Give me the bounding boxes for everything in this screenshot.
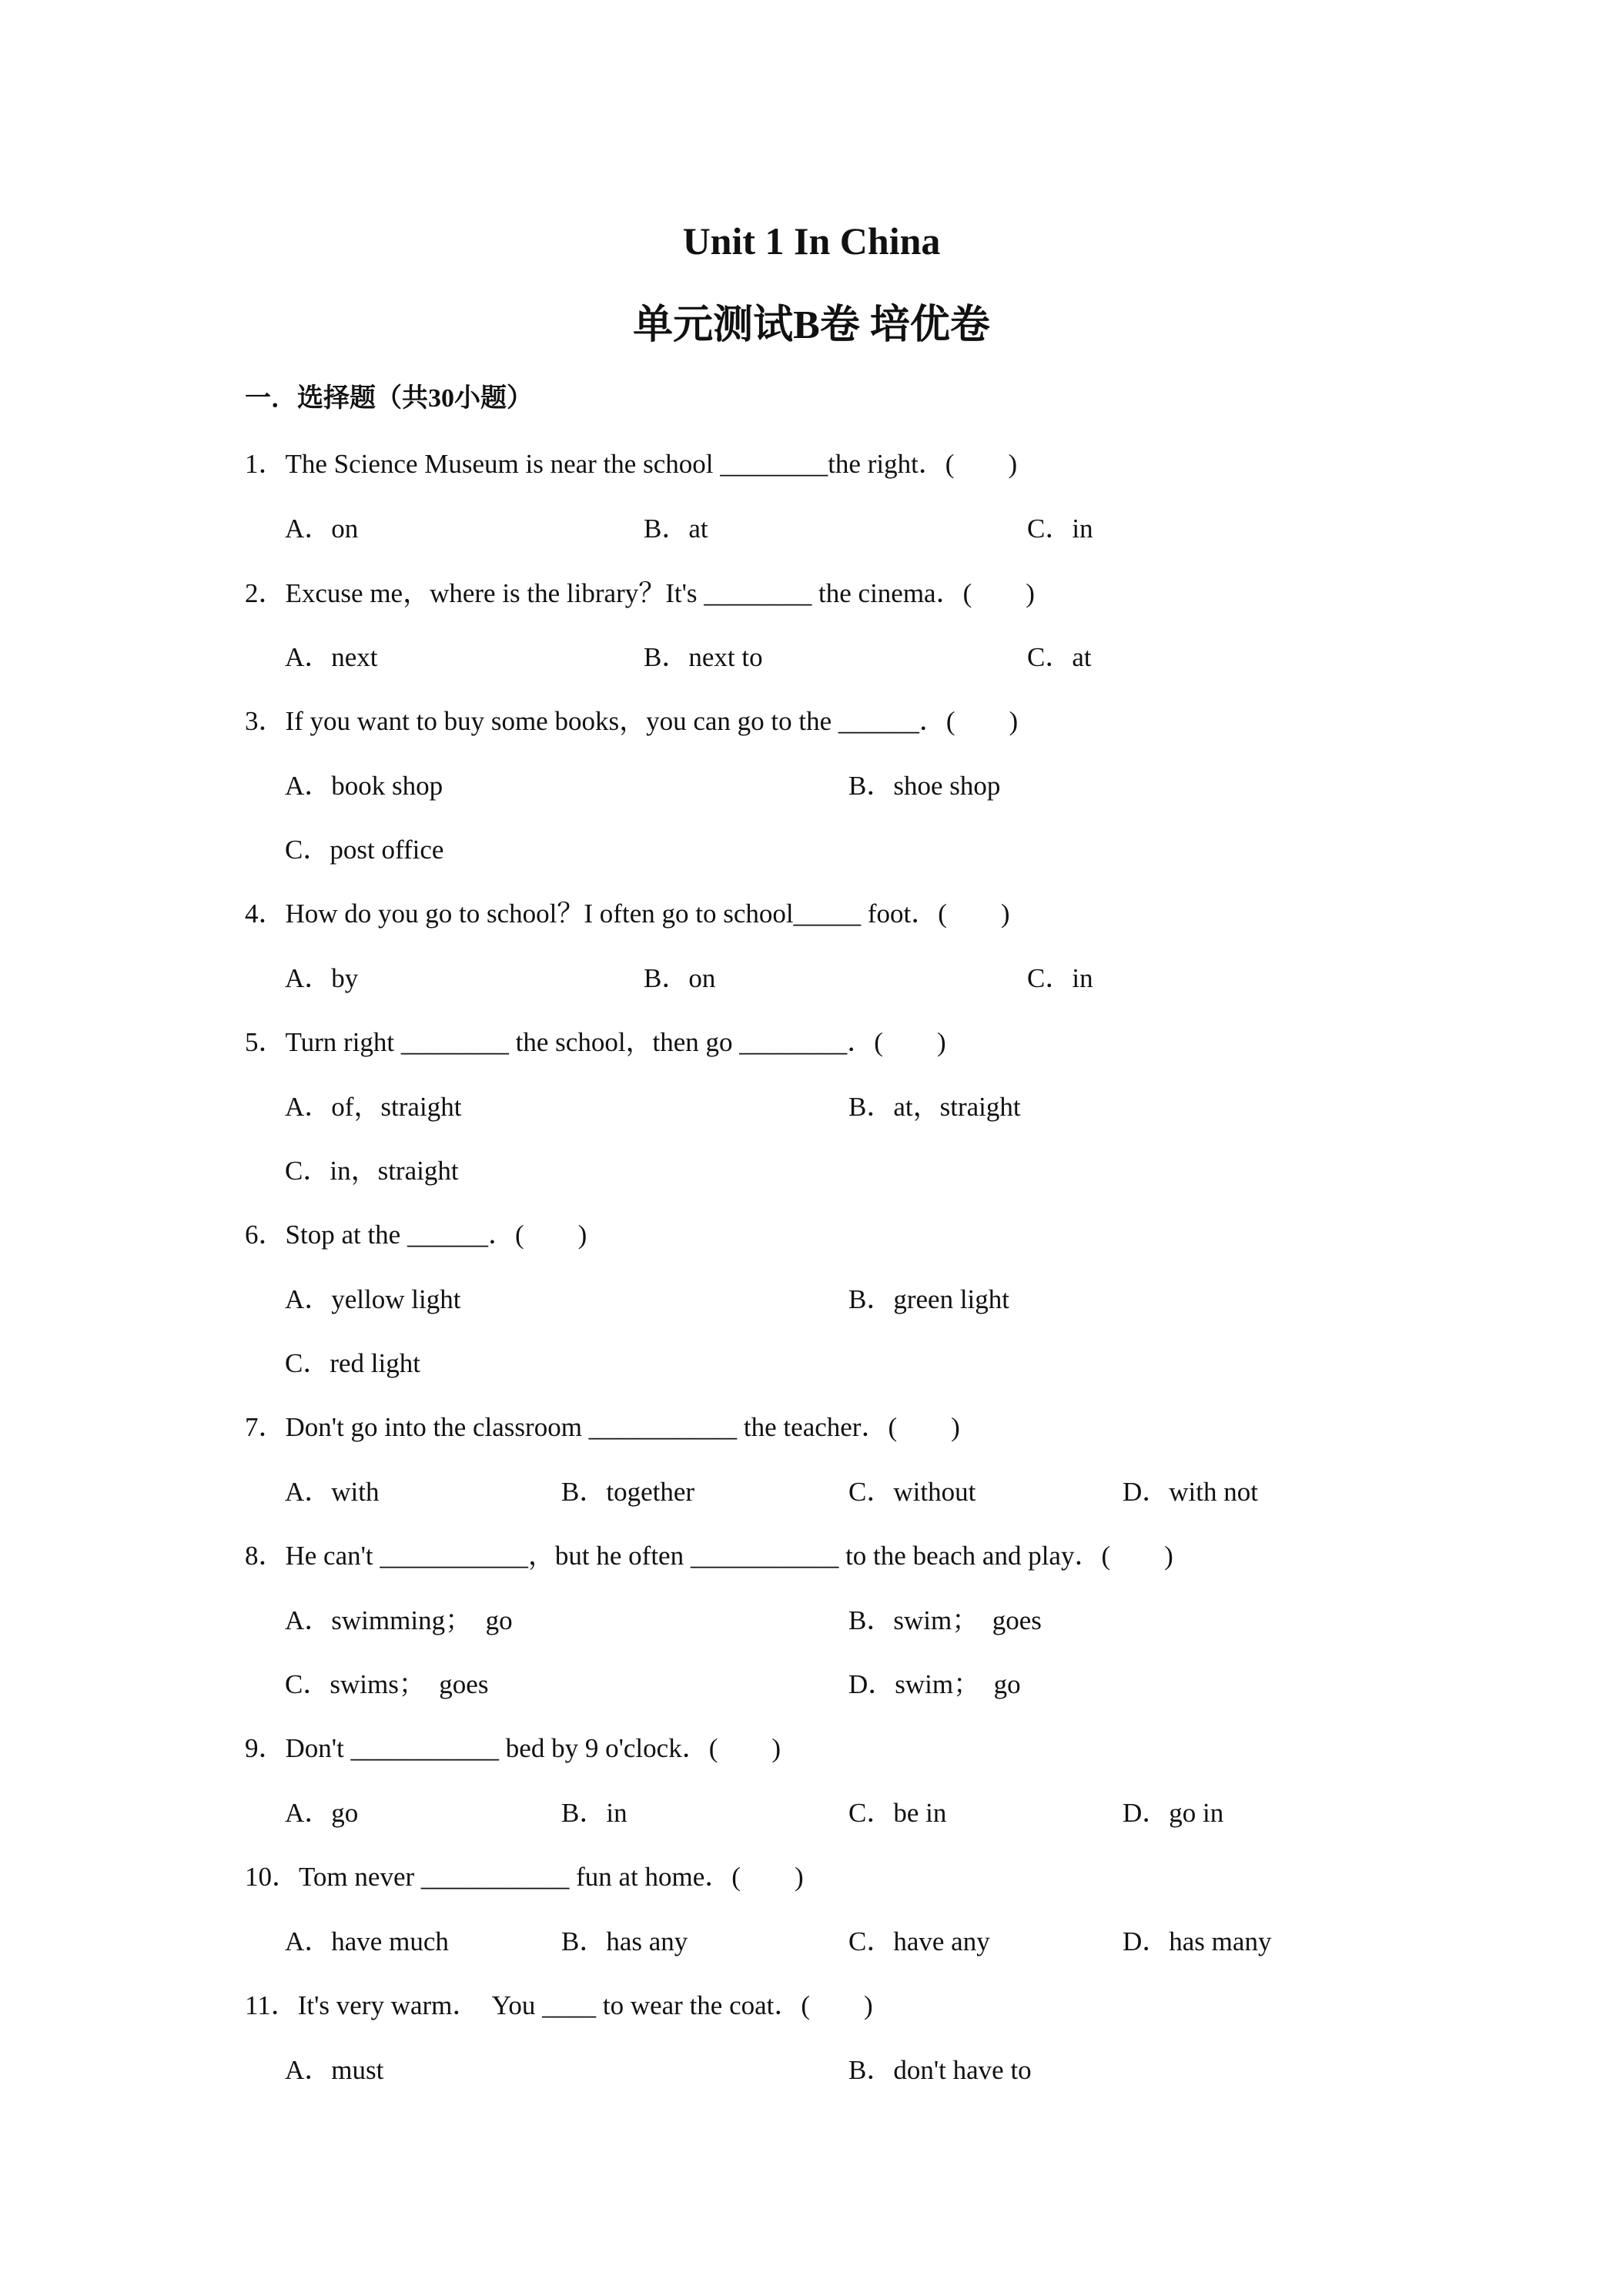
document-subtitle: 单元测试B卷 培优卷 (633, 303, 990, 347)
question-3-option-b: B．shoe shop (848, 771, 1001, 801)
question-5-option-b: B．at，straight (848, 1092, 1021, 1122)
section-heading: 一．选择题（共30小题） (245, 384, 533, 413)
question-1-option-b: B．at (644, 514, 708, 544)
question-2-option-c: C．at (1027, 642, 1092, 672)
question-11-option-b: B．don't have to (848, 2055, 1032, 2085)
question-2-option-b: B．next to (644, 642, 763, 672)
question-7-option-c: C．without (848, 1477, 976, 1507)
question-2-stem: 2．Excuse me，where is the library？It's ________ the cinema．( ) (245, 578, 1035, 608)
question-8-option-a: A．swimming； go (285, 1605, 513, 1635)
question-6-option-a: A．yellow light (285, 1284, 461, 1314)
question-5-option-a: A．of，straight (285, 1092, 462, 1122)
question-6-option-c: C．red light (285, 1348, 420, 1378)
question-7-option-a: A．with (285, 1477, 380, 1507)
question-9-option-a: A．go (285, 1798, 359, 1828)
question-3-option-c: C．post office (285, 835, 444, 865)
question-9-option-d: D．go in (1123, 1798, 1224, 1828)
question-4-stem: 4．How do you go to school？I often go to school_____ foot．( ) (245, 899, 1010, 929)
question-5-stem: 5．Turn right ________ the school，then go ________．( ) (245, 1027, 946, 1057)
question-7-option-d: D．with not (1123, 1477, 1258, 1507)
document-title: Unit 1 In China (682, 219, 941, 263)
question-10-option-b: B．has any (561, 1926, 688, 1956)
question-5-option-c: C．in，straight (285, 1156, 459, 1186)
question-6-stem: 6．Stop at the ______．( ) (245, 1220, 587, 1250)
question-1-stem: 1．The Science Museum is near the school ________the right．( ) (245, 449, 1018, 479)
question-9-option-b: B．in (561, 1798, 627, 1828)
question-11-stem: 11．It's very warm． You ____ to wear the coat．( ) (245, 1990, 873, 2020)
question-8-stem: 8．He can't ___________，but he often ___________ to the beach and play．( ) (245, 1541, 1173, 1571)
question-1-option-c: C．in (1027, 514, 1093, 544)
question-10-option-d: D．has many (1123, 1926, 1272, 1956)
question-4-option-b: B．on (644, 963, 716, 993)
question-8-option-b: B．swim； goes (848, 1605, 1042, 1635)
question-7-stem: 7．Don't go into the classroom ___________ the teacher．( ) (245, 1412, 960, 1442)
question-8-option-c: C．swims； goes (285, 1669, 489, 1699)
question-10-stem: 10．Tom never ___________ fun at home．( ) (245, 1862, 804, 1892)
question-3-option-a: A．book shop (285, 771, 443, 801)
question-2-option-a: A．next (285, 642, 378, 672)
question-8-option-d: D．swim； go (848, 1669, 1021, 1699)
question-4-option-a: A．by (285, 963, 359, 993)
question-1-option-a: A．on (285, 514, 359, 544)
question-7-option-b: B．together (561, 1477, 695, 1507)
question-3-stem: 3．If you want to buy some books，you can go to the ______．( ) (245, 706, 1019, 736)
question-11-option-a: A．must (285, 2055, 384, 2085)
question-10-option-c: C．have any (848, 1926, 990, 1956)
question-9-stem: 9．Don't ___________ bed by 9 o'clock．( ) (245, 1733, 781, 1763)
question-4-option-c: C．in (1027, 963, 1093, 993)
question-9-option-c: C．be in (848, 1798, 947, 1828)
question-6-option-b: B．green light (848, 1284, 1009, 1314)
question-10-option-a: A．have much (285, 1926, 449, 1956)
